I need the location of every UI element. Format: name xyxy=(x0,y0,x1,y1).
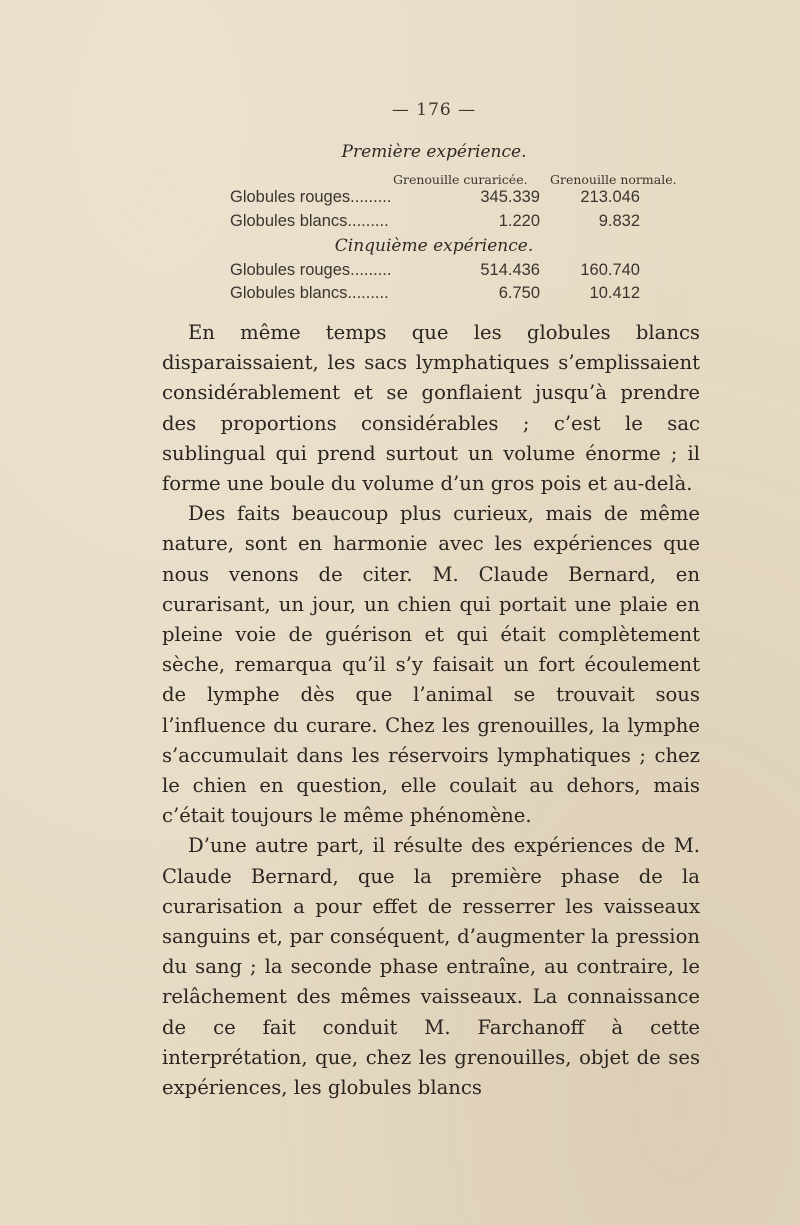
value-curarized: 1.220 xyxy=(498,212,540,230)
row-label: Globules blancs......... xyxy=(230,284,389,302)
paragraph: En même temps que les globules blancs disparaissaient, les sacs lymphatiques s’emplissaient considérablement et se gonflaient jusqu’à prendre des proportions considérables ; c’est le sac sublingual qui prend surtout un volume énorme ; il forme une boule du volume d’un gros pois et au-delà. xyxy=(162,321,700,496)
experiment-5-title: Cinquième expérience. xyxy=(334,236,534,256)
column-header-curarized: Grenouille curaricée. xyxy=(393,172,528,187)
row-label: Globules rouges......... xyxy=(230,261,392,279)
row-label: Globules blancs......... xyxy=(230,212,389,230)
value-normal: 160.740 xyxy=(580,261,640,279)
page-number: — 176 — xyxy=(391,100,477,120)
value-curarized: 345.339 xyxy=(480,188,540,206)
experiment-1-title: Première expérience. xyxy=(341,142,527,162)
value-normal: 9.832 xyxy=(598,212,640,230)
row-label: Globules rouges......... xyxy=(230,188,392,206)
value-normal: 213.046 xyxy=(580,188,640,206)
value-curarized: 514.436 xyxy=(480,261,540,279)
paragraph: D’une autre part, il résulte des expériences de M. Claude Bernard, que la première phase de la curarisation a pour effet de resserrer les vaisseaux sanguins et, par conséquent, d’augmenter la pression du sang ; la seconde phase entraîne, au contraire, le relâchement des mêmes vaisseaux. La connaissance de ce fait conduit M. Farchanoff à cette interprétation, que, chez les grenouilles, objet de ses expériences, les globules blancs xyxy=(162,834,700,1100)
value-normal: 10.412 xyxy=(589,284,640,302)
value-curarized: 6.750 xyxy=(498,284,540,302)
column-header-normal: Grenouille normale. xyxy=(550,172,677,187)
paragraph: Des faits beaucoup plus curieux, mais de même nature, sont en harmonie avec les expériences que nous venons de citer. M. Claude Bernard, en curarisant, un jour, un chien qui portait une plaie en pleine voie de guérison et qui était complètement sèche, remarqua qu’il s’y faisait un fort écoulement de lymphe dès que l’animal se trouvait sous l’influence du curare. Chez les grenouilles, la lymphe s’accumulait dans les réservoirs lymphatiques ; chez le chien en question, elle coulait au dehors, mais c’était toujours le même phénomène. xyxy=(162,502,700,828)
body-text xyxy=(162,318,700,1103)
